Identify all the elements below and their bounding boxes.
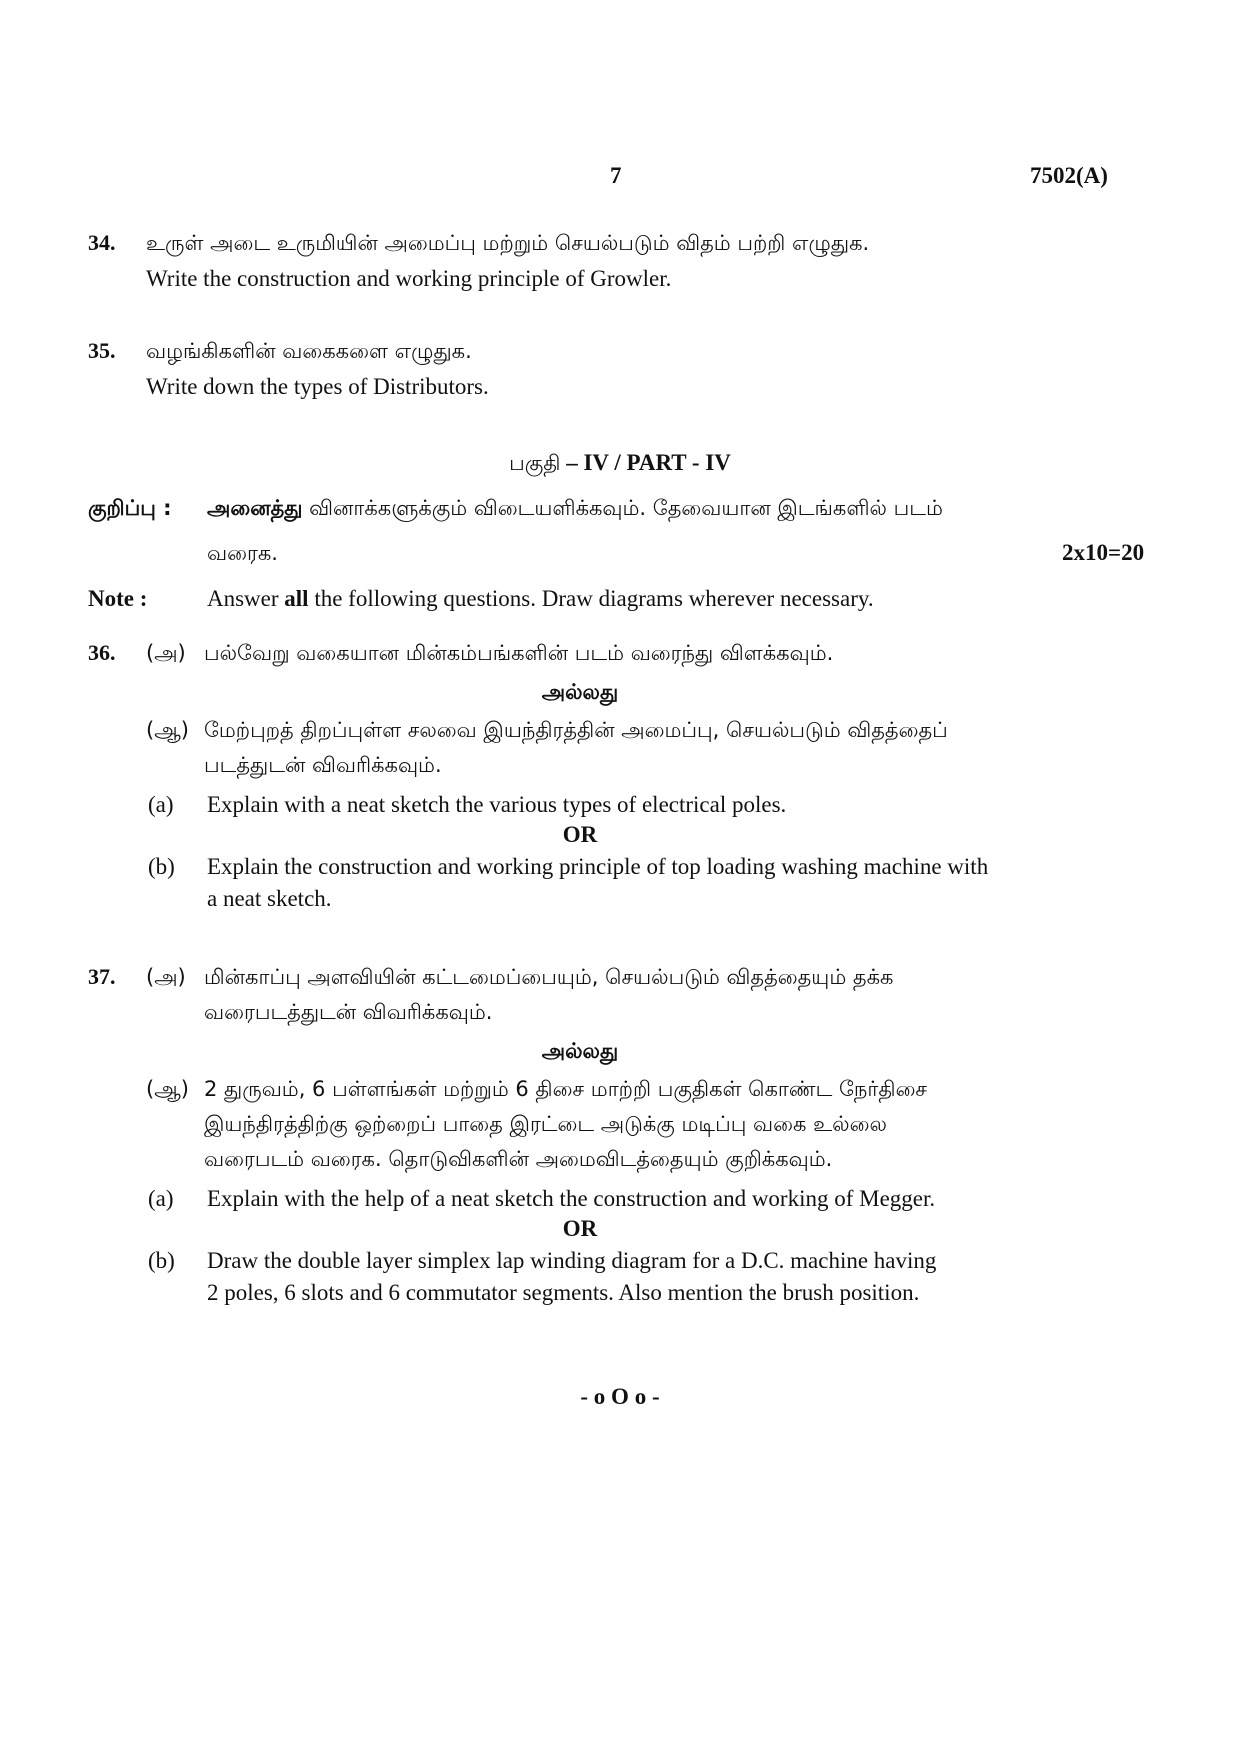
q37-b-tamil-line2: இயந்திரத்திற்கு ஒற்றைப் பாதை இரட்டை அடுக்கு மடிப்பு வகை உல்லை (204, 1112, 887, 1136)
page-number: 7 (610, 163, 622, 188)
q36-b-label: (b) (148, 854, 175, 879)
q36-b-english-line2: a neat sketch. (207, 886, 332, 911)
part-title-tamil: பகுதி (509, 451, 561, 475)
q36-a-tamil: பல்வேறு வகையான மின்கம்பங்களின் படம் வரைந்து விளக்கவும். (204, 641, 834, 665)
q36-b-english-line1: Explain the construction and working principle of top loading washing machine with (207, 854, 989, 879)
q36-b-tamil-line1: மேற்புறத் திறப்புள்ள சலவை இயந்திரத்தின் அமைப்பு, செயல்படும் விதத்தைப் (204, 718, 948, 742)
q37-a-tamil-line1: மின்காப்பு அளவியின் கட்டமைப்பையும், செயல்படும் விதத்தையும் தக்க (204, 965, 894, 989)
note-tamil-bold: அனைத்து (207, 496, 303, 520)
q37-or-english: OR (562, 1216, 598, 1241)
q37-a-label: (a) (148, 1186, 174, 1211)
note-en-post: the following questions. Draw diagrams wherever necessary. (308, 586, 874, 611)
part-title-rest: – IV / PART - IV (560, 450, 731, 475)
q37-a-tamil-label: (அ) (146, 965, 186, 989)
note-en-bold: all (284, 586, 309, 611)
q36-b-tamil-label: (ஆ) (146, 718, 189, 742)
q35-tamil: வழங்கிகளின் வகைகளை எழுதுக. (146, 339, 472, 363)
q36-or-english: OR (562, 822, 598, 847)
paper-code: 7502(A) (1030, 163, 1108, 188)
q37-number: 37. (88, 964, 116, 989)
note-en-label: Note : (88, 586, 148, 611)
q36-a-english: Explain with a neat sketch the various types of electrical poles. (207, 792, 787, 817)
q36-or-tamil: அல்லது (541, 680, 619, 704)
q34-english: Write the construction and working principle of Growler. (146, 266, 672, 291)
q37-b-tamil-label: (ஆ) (146, 1077, 189, 1101)
q37-b-tamil-line3: வரைபடம் வரைக. தொடுவிகளின் அமைவிடத்தையும் குறிக்கவும். (204, 1147, 833, 1171)
note-tamil-line1 (207, 496, 1091, 523)
end-mark: - o O o - (580, 1384, 660, 1409)
note-tamil-label: குறிப்பு : (88, 496, 172, 520)
part-heading (0, 450, 1240, 478)
note-tamil-line2: வரைக. (207, 541, 278, 565)
q37-b-english-line2: 2 poles, 6 slots and 6 commutator segments. Also mention the brush position. (207, 1280, 920, 1305)
note-en-text (207, 586, 874, 612)
q37-b-label: (b) (148, 1248, 175, 1273)
note-en-pre: Answer (207, 586, 285, 611)
q37-a-english: Explain with the help of a neat sketch the construction and working of Megger. (207, 1186, 936, 1211)
marks-allocation: 2x10=20 (1062, 540, 1145, 565)
q37-a-tamil-line2: வரைபடத்துடன் விவரிக்கவும். (204, 1000, 493, 1024)
q35-english: Write down the types of Distributors. (146, 374, 489, 399)
q34-number: 34. (88, 230, 116, 255)
q37-b-tamil-line1: 2 துருவம், 6 பள்ளங்கள் மற்றும் 6 திசை மாற்றி பகுதிகள் கொண்ட நேர்திசை (204, 1077, 928, 1101)
q36-number: 36. (88, 640, 116, 665)
q35-number: 35. (88, 338, 116, 363)
q37-b-english-line1: Draw the double layer simplex lap winding diagram for a D.C. machine having (207, 1248, 937, 1273)
q36-a-label: (a) (148, 792, 174, 817)
note-tamil-text: வினாக்களுக்கும் விடையளிக்கவும். தேவையான இடங்களில் படம் (302, 496, 943, 520)
q36-b-tamil-line2: படத்துடன் விவரிக்கவும். (204, 753, 442, 777)
q36-a-tamil-label: (அ) (146, 641, 186, 665)
q34-tamil: உருள் அடை உருமியின் அமைப்பு மற்றும் செயல்படும் விதம் பற்றி எழுதுக. (146, 231, 870, 255)
q37-or-tamil: அல்லது (541, 1039, 619, 1063)
